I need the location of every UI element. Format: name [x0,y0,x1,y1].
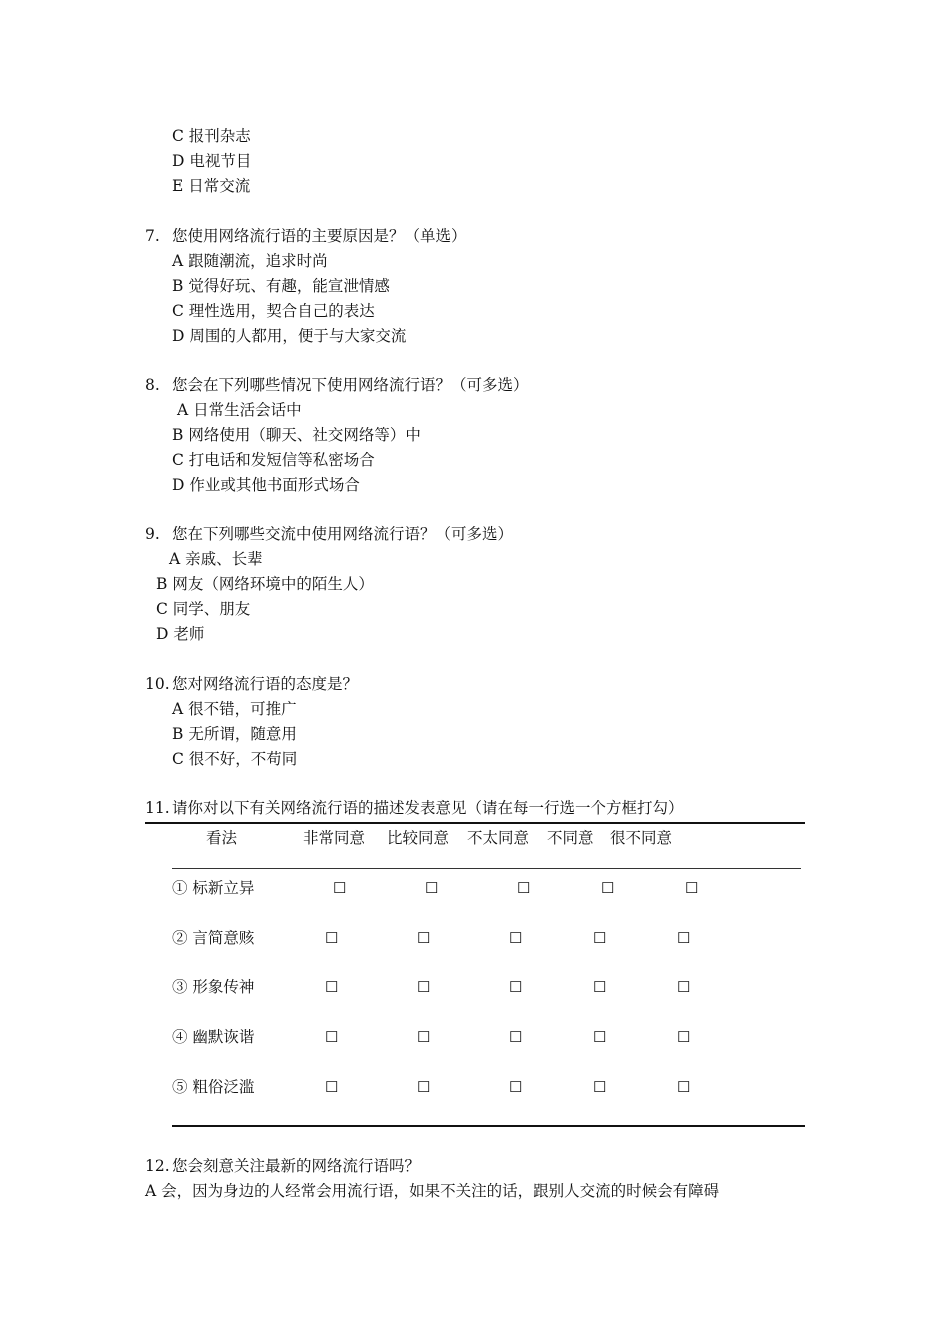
q10-option-c: C 很不好，不苟同 [172,750,298,768]
checkbox-row2-strongly-disagree[interactable]: ☐ [677,929,691,947]
q6-option-c: C 报刊杂志 [172,127,251,145]
header-underline [172,868,801,869]
q6-option-d: D 电视节目 [172,152,252,170]
q9-option-a: A 亲戚、长辈 [169,550,263,568]
q10-option-a: A 很不错，可推广 [172,700,297,718]
q7-option-c: C 理性选用，契合自己的表达 [172,302,375,320]
checkbox-row5-agree[interactable]: ☐ [417,1078,431,1096]
checkbox-row4-strongly-agree[interactable]: ☐ [325,1028,339,1046]
row-label: ⑤ 粗俗泛滥 [172,1078,255,1096]
checkbox-row5-strongly-disagree[interactable]: ☐ [677,1078,691,1096]
checkbox-row4-agree[interactable]: ☐ [417,1028,431,1046]
checkbox-row1-somewhat-disagree[interactable]: ☐ [517,879,531,897]
checkbox-row4-disagree[interactable]: ☐ [593,1028,607,1046]
q9-option-b: B 网友（网络环境中的陌生人） [156,575,374,593]
header-strongly-disagree: 很不同意 [610,829,673,847]
checkbox-row3-disagree[interactable]: ☐ [593,978,607,996]
q8-option-d: D 作业或其他书面形式场合 [172,476,360,494]
q12-number: 12. [145,1157,170,1175]
checkbox-row3-strongly-agree[interactable]: ☐ [325,978,339,996]
checkbox-row3-agree[interactable]: ☐ [417,978,431,996]
header-disagree: 不同意 [547,829,594,847]
checkbox-row1-strongly-agree[interactable]: ☐ [333,879,347,897]
q10-question: 您对网络流行语的态度是？ [172,675,359,693]
header-opinion: 看法 [206,829,238,847]
checkbox-row2-agree[interactable]: ☐ [417,929,431,947]
q8-option-c: C 打电话和发短信等私密场合 [172,451,375,469]
row-label: ④ 幽默诙谐 [172,1028,255,1046]
q9-question: 您在下列哪些交流中使用网络流行语？（可多选） [172,525,514,543]
q9-number: 9. [145,525,160,543]
q10-number: 10. [145,675,170,693]
q7-number: 7. [145,227,160,245]
checkbox-row5-strongly-agree[interactable]: ☐ [325,1078,339,1096]
row-label: ③ 形象传神 [172,978,255,996]
table-top-rule [145,822,805,824]
checkbox-row1-agree[interactable]: ☐ [425,879,439,897]
q6-option-e: E 日常交流 [172,177,251,195]
q8-option-a: A 日常生活会话中 [177,401,302,419]
q7-option-a: A 跟随潮流，追求时尚 [172,252,328,270]
checkbox-row5-somewhat-disagree[interactable]: ☐ [509,1078,523,1096]
q8-number: 8. [145,376,160,394]
checkbox-row4-somewhat-disagree[interactable]: ☐ [509,1028,523,1046]
q7-option-d: D 周围的人都用，便于与大家交流 [172,327,407,345]
q8-option-b: B 网络使用（聊天、社交网络等）中 [172,426,421,444]
q11-number: 11. [145,799,170,817]
header-strongly-agree: 非常同意 [303,829,366,847]
q7-option-b: B 觉得好玩、有趣，能宣泄情感 [172,277,390,295]
checkbox-row1-disagree[interactable]: ☐ [601,879,615,897]
checkbox-row2-disagree[interactable]: ☐ [593,929,607,947]
row-label: ① 标新立异 [172,879,255,897]
q9-option-c: C 同学、朋友 [156,600,251,618]
header-somewhat-disagree: 不太同意 [467,829,530,847]
checkbox-row2-strongly-agree[interactable]: ☐ [325,929,339,947]
q11-question: 请你对以下有关网络流行语的描述发表意见（请在每一行选一个方框打勾） [172,799,684,817]
q10-option-b: B 无所谓，随意用 [172,725,297,743]
table-bottom-rule [172,1125,805,1127]
q7-question: 您使用网络流行语的主要原因是？（单选） [172,227,467,245]
q12-question: 您会刻意关注最新的网络流行语吗？ [172,1157,421,1175]
q9-option-d: D 老师 [156,625,205,643]
q8-question: 您会在下列哪些情况下使用网络流行语？（可多选） [172,376,529,394]
row-label: ② 言简意赅 [172,929,255,947]
q12-option-a: A 会，因为身边的人经常会用流行语，如果不关注的话，跟别人交流的时候会有障碍 [145,1182,720,1200]
checkbox-row2-somewhat-disagree[interactable]: ☐ [509,929,523,947]
checkbox-row1-strongly-disagree[interactable]: ☐ [685,879,699,897]
checkbox-row5-disagree[interactable]: ☐ [593,1078,607,1096]
header-agree: 比较同意 [387,829,450,847]
checkbox-row3-strongly-disagree[interactable]: ☐ [677,978,691,996]
checkbox-row4-strongly-disagree[interactable]: ☐ [677,1028,691,1046]
checkbox-row3-somewhat-disagree[interactable]: ☐ [509,978,523,996]
